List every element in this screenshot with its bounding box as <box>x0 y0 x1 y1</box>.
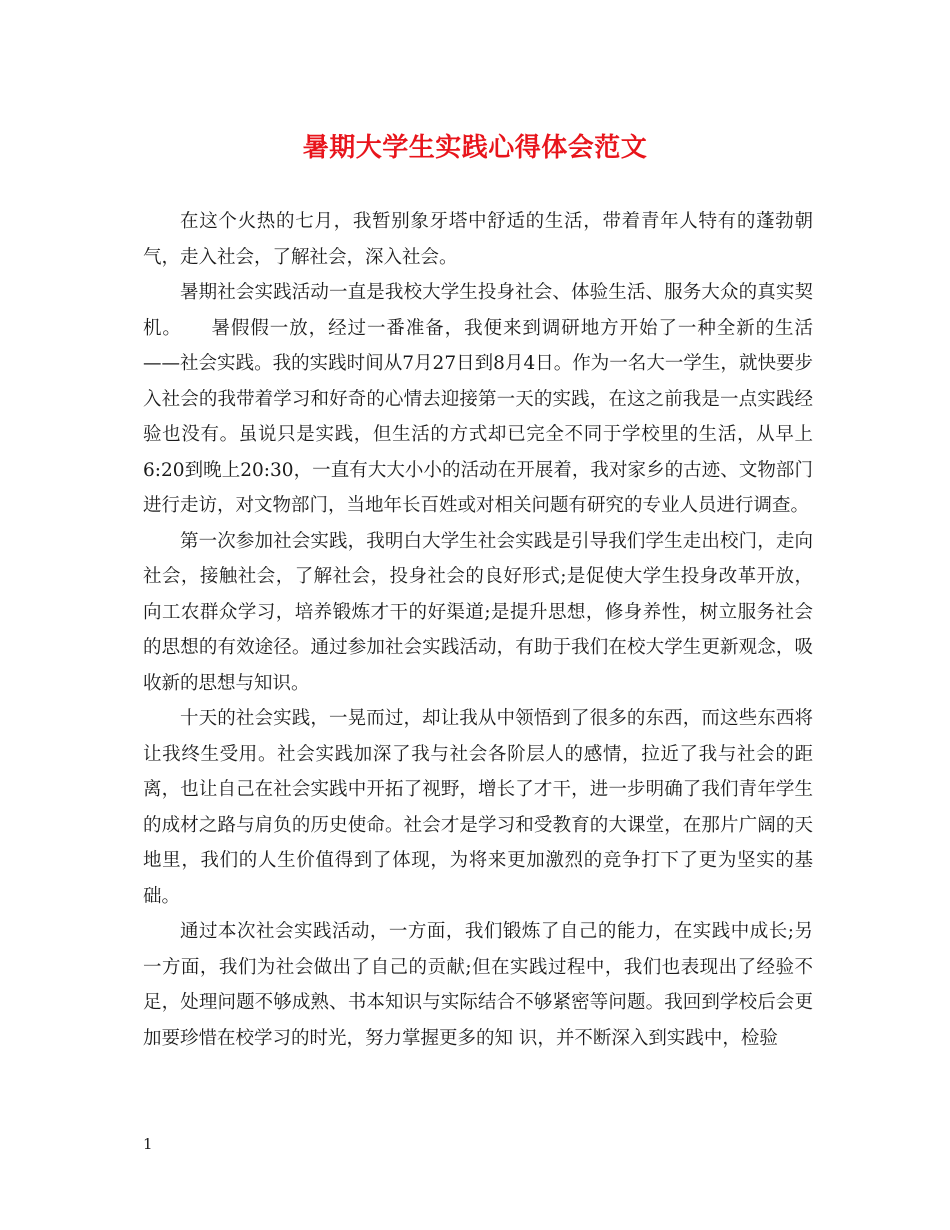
document-body <box>143 204 813 1056</box>
paragraph: 通过本次社会实践活动，一方面，我们锻炼了自己的能力，在实践中成长;另一方面，我们为社会做出了自己的贡献;但在实践过程中，我们也表现出了经验不足，处理问题不够成熟、书本知识与实际结合不够紧密等问题。我回到学校后会更加要珍惜在校学习的时光，努力掌握更多的知 识，并不断深入到实践中，检验 <box>143 921 813 1049</box>
paragraph: 十天的社会实践，一晃而过，却让我从中领悟到了很多的东西，而这些东西将让我终生受用。社会实践加深了我与社会各阶层人的感情，拉近了我与社会的距离，也让自己在社会实践中开拓了视野，增长了才干，进一步明确了我们青年学生的成材之路与肩负的历史使命。社会才是学习和受教育的大课堂，在那片广阔的天地里，我们的人生价值得到了体现，为将来更加激烈的竞争打下了更为坚实的基础。 <box>143 708 813 907</box>
page-number: 1 <box>143 1135 153 1153</box>
paragraph: 第一次参加社会实践，我明白大学生社会实践是引导我们学生走出校门，走向社会，接触社会，了解社会，投身社会的良好形式;是促使大学生投身改革开放，向工农群众学习，培养锻炼才干的好渠道;是提升思想，修身养性，树立服务社会的思想的有效途径。通过参加社会实践活动，有助于我们在校大学生更新观念，吸收新的思想与知识。 <box>143 530 813 694</box>
paragraph: 暑期社会实践活动一直是我校大学生投身社会、体验生活、服务大众的真实契机。 暑假假一放，经过一番准备，我便来到调研地方开始了一种全新的生活——社会实践。我的实践时间从7月27日到8月4日。作为一名大一学生，就快要步入社会的我带着学习和好奇的心情去迎接第一天的实践，在这之前我是一点实践经验也没有。虽说只是实践，但生活的方式却已完全不同于学校里的生活，从早上6:20到晚上20:30，一直有大大小小的活动在开展着，我对家乡的古迹、文物部门进行走访，对文物部门，当地年长百姓或对相关问题有研究的专业人员进行调查。 <box>143 282 813 516</box>
document-title: 暑期大学生实践心得体会范文 <box>302 133 648 163</box>
paragraph: 在这个火热的七月，我暂别象牙塔中舒适的生活，带着青年人特有的蓬勃朝气，走入社会，了解社会，深入社会。 <box>143 211 813 268</box>
